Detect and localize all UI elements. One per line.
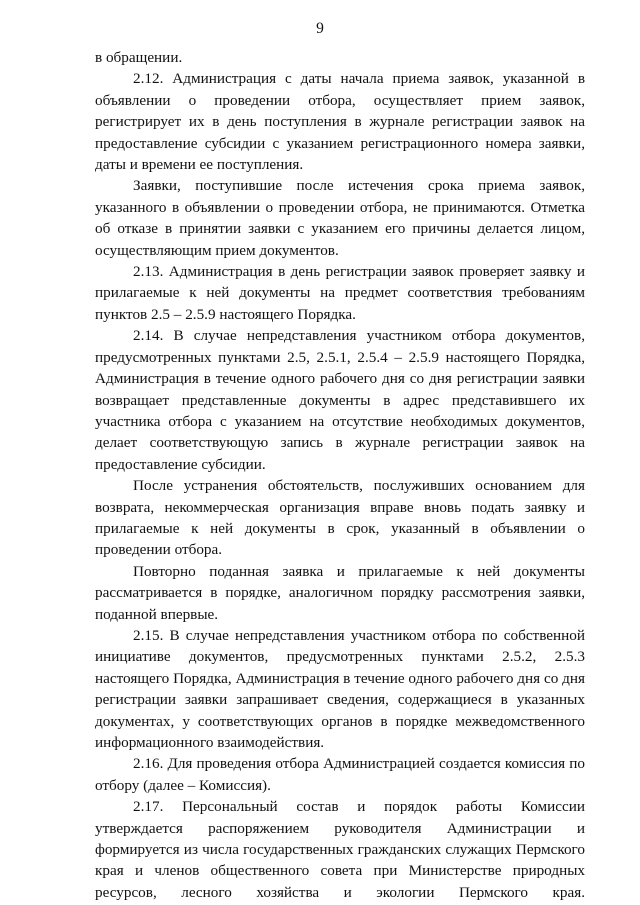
page-number: 9 — [316, 20, 324, 37]
paragraph-resubmission: После устранения обстоятельств, послуживших основанием для возврата, некоммерческая организация вправе вновь подать заявку и прилагаемые к ней документы в срок, указанный в объявлении о проведении отбора. — [95, 477, 585, 559]
document-body — [95, 47, 585, 903]
paragraph-2-17: 2.17. Персональный состав и порядок работы Комиссии утверждается распоряжением руководителя Администрации и формируется из числа государственных гражданских служащих Пермского края и членов общественного совета при Министерстве природных ресурсов, лесного хозяйства и экологии Пермского края. — [95, 798, 585, 901]
paragraph-2-13: 2.13. Администрация в день регистрации заявок проверяет заявку и прилагаемые к ней документы на предмет соответствия требованиям пунктов 2.5 – 2.5.9 настоящего Порядка. — [95, 263, 585, 323]
paragraph-2-15: 2.15. В случае непредставления участником отбора по собственной инициативе документов, предусмотренных пунктами 2.5.2, 2.5.3 настоящего Порядка, Администрация в течение одного рабочего дня со дня регистрации заявки запрашивает сведения, содержащиеся в указанных документах, у соответствующих органов в порядке межведомственного информационного взаимодействия. — [95, 626, 585, 751]
paragraph-late-applications: Заявки, поступившие после истечения срока приема заявок, указанного в объявлении о проведении отбора, не принимаются. Отметка об отказе в принятии заявки с указанием его причины делается лицом, осуществляющим прием документов. — [95, 177, 585, 259]
paragraph-2-16: 2.16. Для проведения отбора Администрацией создается комиссия по отбору (далее – Комиссия). — [95, 755, 585, 794]
paragraph-2-14: 2.14. В случае непредставления участником отбора документов, предусмотренных пунктами 2.5, 2.5.1, 2.5.4 – 2.5.9 настоящего Порядка, Администрация в течение одного рабочего дня со дня регистрации заявки возвращает представленные документы в адрес представившего их участника отбора с указанием на отсутствие необходимых документов, делает соответствующую запись в журнале регистрации заявок на предоставление субсидии. — [95, 327, 585, 473]
paragraph-2-12: 2.12. Администрация с даты начала приема заявок, указанной в объявлении о проведении отбора, осуществляет прием заявок, регистрирует их в день поступления в журнале регистрации заявок на предоставление субсидии с указанием регистрационного номера заявки, даты и времени ее поступления. — [95, 70, 585, 174]
paragraph-repeat-review: Повторно поданная заявка и прилагаемые к ней документы рассматривается в порядке, аналогичном порядку рассмотрения заявки, поданной впервые. — [95, 562, 585, 623]
paragraph-continuation: в обращении. — [95, 49, 183, 66]
